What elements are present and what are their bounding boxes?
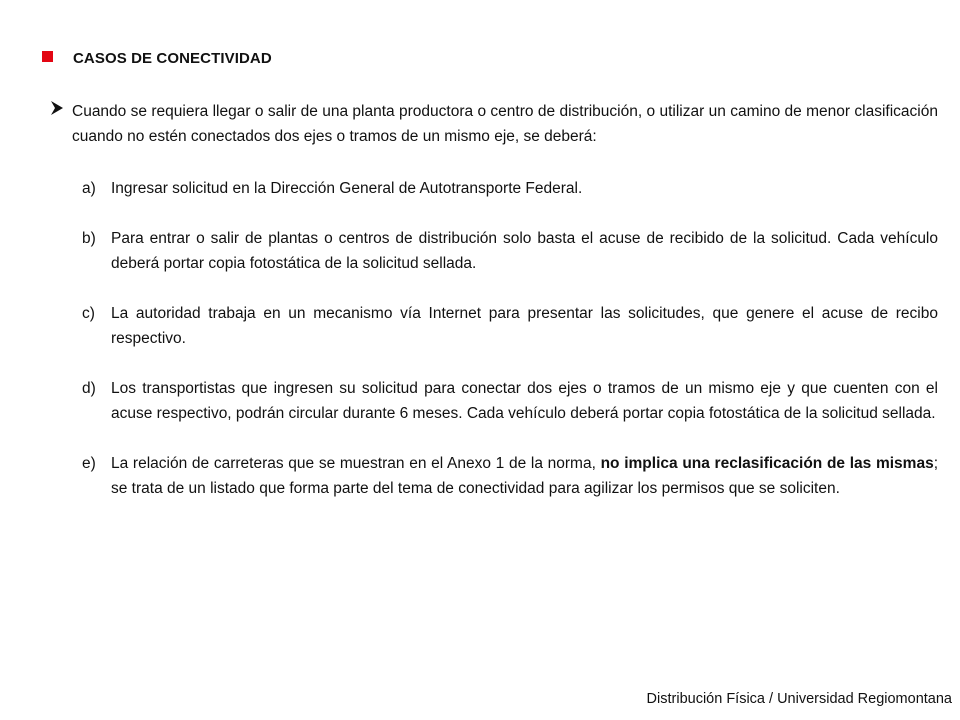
item-label: d) bbox=[82, 380, 96, 397]
item-text-before: La relación de carreteras que se muestran en el Anexo 1 de la norma, bbox=[111, 455, 601, 472]
item-list bbox=[82, 176, 938, 501]
bullet-paragraph bbox=[50, 99, 938, 149]
item-text bbox=[111, 451, 938, 501]
item-text: La autoridad trabaja en un mecanismo vía Internet para presentar las solicitudes, que genere el acuse de recibo respectivo. bbox=[111, 305, 938, 347]
section-heading-row bbox=[42, 50, 272, 67]
item-label: e) bbox=[82, 455, 96, 472]
bullet-text: Cuando se requiera llegar o salir de una planta productora o centro de distribución, o utilizar un camino de menor clasificación cuando no estén conectados dos ejes o tramos de un mismo eje, se deberá: bbox=[72, 103, 938, 145]
list-item-c bbox=[82, 301, 938, 351]
section-heading: CASOS DE CONECTIVIDAD bbox=[73, 50, 272, 67]
list-item-d bbox=[82, 376, 938, 426]
item-label: b) bbox=[82, 230, 96, 247]
item-label: a) bbox=[82, 180, 96, 197]
red-square-icon bbox=[42, 51, 53, 62]
item-text: Los transportistas que ingresen su solicitud para conectar dos ejes o tramos de un mismo eje y que cuenten con el acuse respectivo, podrán circular durante 6 meses. Cada vehículo deberá portar copia fotostática de la solicitud sellada. bbox=[111, 380, 938, 422]
item-text-bold: no implica una reclasificación de las mismas bbox=[600, 455, 934, 472]
list-item-a bbox=[82, 176, 938, 201]
list-item-b bbox=[82, 226, 938, 276]
arrow-bullet-icon bbox=[50, 100, 64, 116]
item-text: Para entrar o salir de plantas o centros de distribución solo basta el acuse de recibido de la solicitud. Cada vehículo deberá portar copia fotostática de la solicitud sellada. bbox=[111, 230, 938, 272]
list-item-e bbox=[82, 451, 938, 501]
footer-text: Distribución Física / Universidad Regiomontana bbox=[646, 691, 952, 707]
item-text-after: ; se trata de un listado que forma parte del tema de conectividad para agilizar los permisos que se soliciten. bbox=[111, 455, 939, 497]
item-text: Ingresar solicitud en la Dirección General de Autotransporte Federal. bbox=[111, 180, 583, 197]
item-label: c) bbox=[82, 305, 95, 322]
